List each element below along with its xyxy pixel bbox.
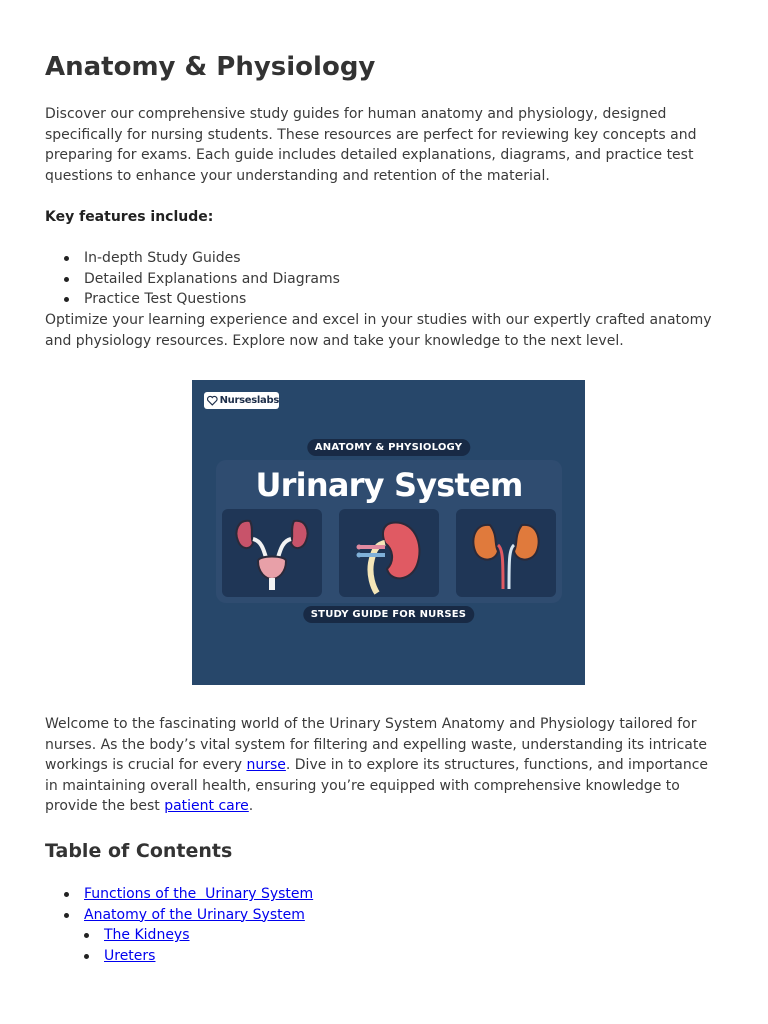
urinary-tract-illustration xyxy=(222,509,322,597)
toc-heading: Table of Contents xyxy=(45,840,233,862)
welcome-text: Welcome to the fascinating world of the Urinary System Anatomy and Physiology tailored for nurses. As the body’s vital system for filtering and expelling waste, understanding its intricate workings is crucial for every xyxy=(45,716,707,774)
intro-paragraph: Discover our comprehensive study guides for human anatomy and physiology, designed specifically for nursing students. These resources are perfect for reviewing key concepts and preparing for exams. Each guide includes detailed explanations, diagrams, and practice test questions to enhance your understanding and retention of the material. xyxy=(45,106,697,184)
welcome-end: . xyxy=(248,798,254,815)
nurse-link[interactable]: nurse xyxy=(246,757,286,774)
kidneys-icon xyxy=(456,509,556,597)
heart-icon xyxy=(207,395,218,406)
toc-list xyxy=(62,884,313,925)
toc-link-ureters[interactable]: Ureters xyxy=(104,947,156,964)
list-item: Practice Test Questions xyxy=(62,289,340,310)
list-item: In-depth Study Guides xyxy=(62,248,340,269)
toc-item-anatomy xyxy=(62,905,313,926)
welcome-paragraph xyxy=(45,714,725,817)
kidney-cross-section-illustration xyxy=(339,509,439,597)
outro-paragraph: Optimize your learning experience and excel in your studies with our expertly crafted anatomy and physiology resources. Explore now and take your knowledge to the next level. xyxy=(45,312,712,349)
urinary-system-banner-image xyxy=(192,380,585,685)
toc-sublist xyxy=(82,925,190,966)
toc-link-anatomy[interactable]: Anatomy of the Urinary System xyxy=(84,906,305,923)
toc-link-kidneys[interactable]: The Kidneys xyxy=(104,927,190,943)
toc-item-ureters xyxy=(82,946,190,967)
kidney-icon xyxy=(339,509,439,597)
banner-top-pill: ANATOMY & PHYSIOLOGY xyxy=(307,439,470,456)
urinary-tract-icon xyxy=(222,509,322,597)
patient-care-link[interactable]: patient care xyxy=(164,798,249,815)
banner-title: Urinary System xyxy=(255,466,523,504)
kidneys-pair-illustration xyxy=(456,509,556,597)
nurseslabs-logo xyxy=(204,392,279,409)
key-features-list xyxy=(62,248,340,310)
toc-link-functions[interactable]: Functions of the Urinary System xyxy=(84,886,314,902)
toc-item-kidneys xyxy=(82,925,190,946)
key-features-heading: Key features include: xyxy=(45,209,214,225)
page-title: Anatomy & Physiology xyxy=(45,52,376,82)
toc-item-functions xyxy=(62,884,313,905)
list-item: Detailed Explanations and Diagrams xyxy=(62,269,340,290)
banner-card xyxy=(216,460,562,603)
logo-text: Nurseslabs xyxy=(219,395,279,406)
banner-bottom-pill: STUDY GUIDE FOR NURSES xyxy=(303,606,474,623)
welcome-text-cont: . Dive in to explore its structures, functions, and importance in maintaining overall health, ensuring you’re equipped with comprehensive knowledge to provide the best xyxy=(45,757,709,815)
